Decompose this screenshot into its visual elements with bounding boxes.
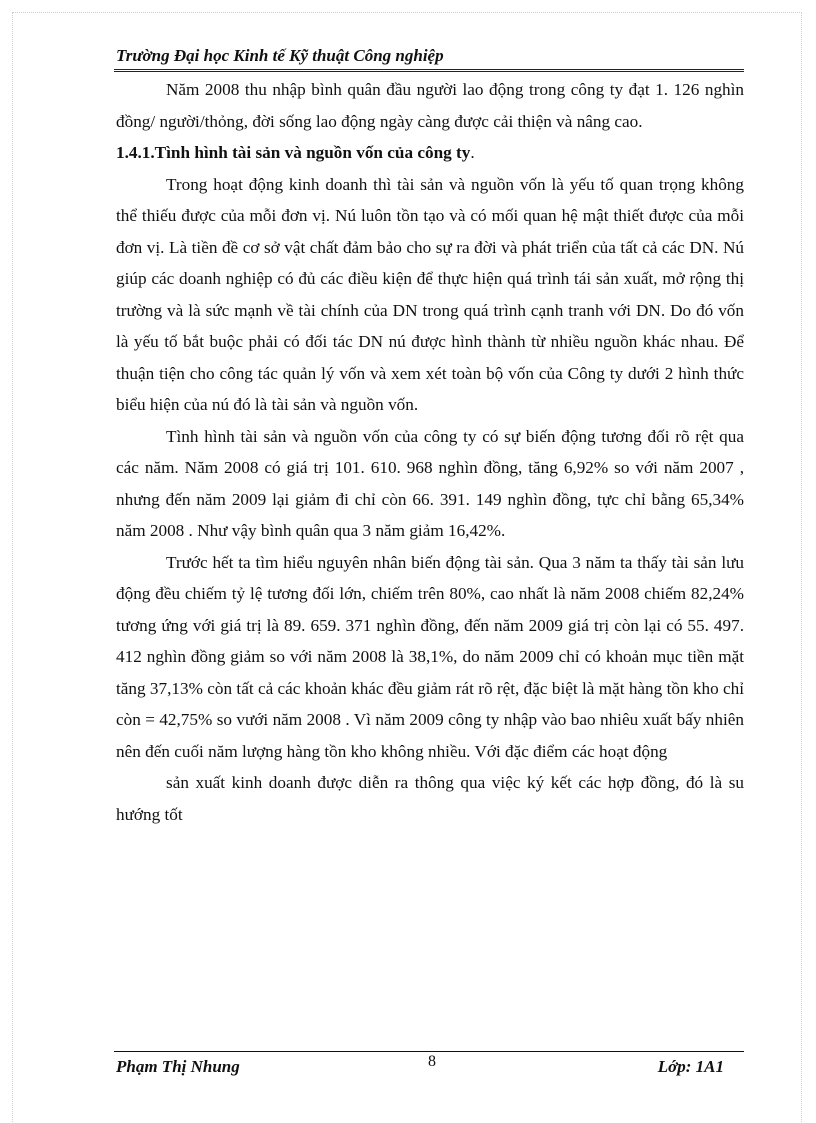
section-heading-period: . <box>470 143 475 162</box>
paragraph-asset-causes: Trước hết ta tìm hiểu nguyên nhân biến động tài sản. Qua 3 năm ta thấy tài sản lưu động đều chiếm tỷ lệ tương đối lớn, chiếm trên 80%, cao nhất là năm 2008 chiếm 82,24% tương ứng với giá trị là 89. 659. 371 nghìn đồng, đến năm 2009 giá trị còn lại có 55. 497. 412 nghìn đồng giảm so với năm 2008 là 38,1%, do năm 2009 chỉ có khoản mục tiền mặt tăng 37,13% còn tất cả các khoản khác đều giảm rát rõ rệt, đặc biệt là mặt hàng tồn kho chỉ còn = 42,75% so vưới năm 2008 . Vì năm 2009 công ty nhập vào bao nhiêu xuất bấy nhiên nên đến cuối năm lượng hàng tồn kho không nhiều. Với đặc điểm các hoạt động <box>116 552 744 761</box>
header-divider <box>114 69 744 72</box>
page-header-title: Trường Đại học Kinh tế Kỹ thuật Công nghiệp <box>116 46 444 65</box>
paragraph-assets-trend: Tình hình tài sản và nguồn vốn của công ty có sự biến động tương đối rõ rệt qua các năm. Năm 2008 có giá trị 101. 610. 968 nghìn đồng, tăng 6,92% so với năm 2007 , nhưng đến năm 2009 lại giảm đi chỉ còn 66. 391. 149 nghìn đồng, tực chỉ bằng 65,34% năm 2008 . Như vậy bình quân qua 3 năm giảm 16,42%. <box>116 426 744 540</box>
document-body <box>116 74 744 830</box>
paragraph-business-contracts: sản xuất kinh doanh được diễn ra thông qua việc ký kết các hợp đồng, đó là su hướng tốt <box>116 773 744 824</box>
page-number: 8 <box>428 1053 436 1070</box>
footer-divider <box>114 1051 744 1052</box>
paragraph-income: Năm 2008 thu nhập bình quân đầu người lao động trong công ty đạt 1. 126 nghìn đồng/ người/thỏng, đời sống lao động ngày càng được cải thiện và nâng cao. <box>116 80 744 131</box>
footer-author: Phạm Thị Nhung <box>116 1057 240 1076</box>
paragraph-assets-intro: Trong hoạt động kinh doanh thì tài sản và nguồn vốn là yếu tố quan trọng không thể thiếu được của mỗi đơn vị. Nú luôn tồn tạo và có mối quan hệ mật thiết được của mỗi đơn vị. Là tiền đề cơ sở vật chất đảm bảo cho sự ra đời và phát triển của tất cả các DN. Nú giúp các doanh nghiệp có đủ các điều kiện để thực hiện quá trình tái sản xuất, mở rộng thị trường và là sức mạnh về tài chính của DN trong quá trình cạnh tranh với DN. Do đó vốn là yếu tố bắt buộc phải có đối tác DN nú được hình thành từ nhiều nguồn khác nhau. Để thuận tiện cho công tác quản lý vốn và xem xét toàn bộ vốn của Công ty dưới 2 hình thức biểu hiện của nú đó là tài sản và nguồn vốn. <box>116 174 744 414</box>
footer-class-label: Lớp: 1A1 <box>657 1057 724 1076</box>
section-heading <box>116 137 744 169</box>
section-heading-text: 1.4.1.Tình hình tài sản và nguồn vốn của công ty <box>116 143 471 162</box>
